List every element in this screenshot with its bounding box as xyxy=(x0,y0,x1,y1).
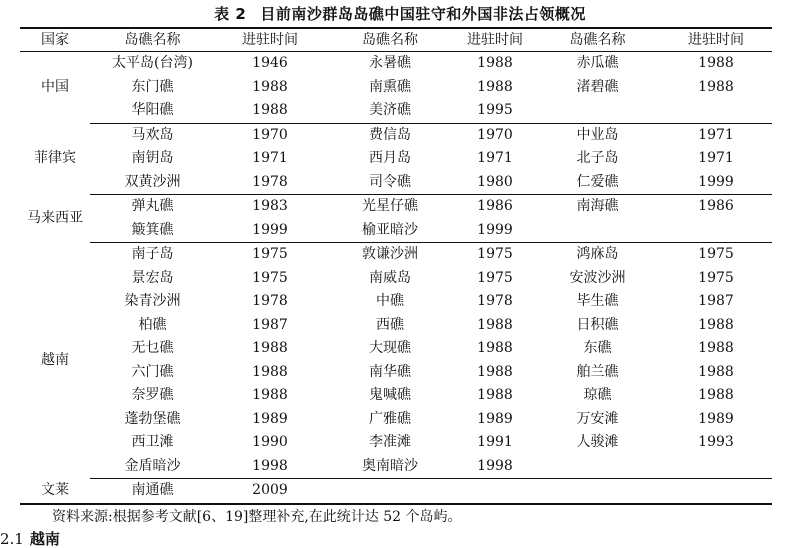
year-cell: 1980 xyxy=(455,171,535,195)
year-cell: 1999 xyxy=(455,219,535,243)
year-cell: 1988 xyxy=(698,316,734,333)
table-row xyxy=(20,267,772,291)
reef-name-cell: 中礁 xyxy=(376,293,404,309)
reef-name-cell: 无乜礁 xyxy=(131,340,174,356)
reef-name-cell: 李准滩 xyxy=(369,434,411,450)
year-cell: 1971 xyxy=(252,150,288,166)
source-note: 资料来源:根据参考文献[6、19]整理补充,在此统计达 52 个岛屿。 xyxy=(52,509,462,525)
reef-name-cell: 金盾暗沙 xyxy=(90,455,215,479)
section-title: 越南 xyxy=(29,530,60,548)
year-cell: 1988 xyxy=(698,55,734,71)
year-cell xyxy=(660,455,772,479)
reef-name-cell: 赤瓜礁 xyxy=(576,55,619,71)
table-row xyxy=(20,147,772,171)
header-name: 岛礁名称 xyxy=(90,28,215,52)
year-cell: 1989 xyxy=(698,410,734,427)
year-cell: 1970 xyxy=(477,126,513,143)
year-cell xyxy=(660,479,772,504)
reef-name-cell: 双黄沙洲 xyxy=(90,171,215,195)
reef-name-cell: 奥南暗沙 xyxy=(325,455,455,479)
year-cell: 1999 xyxy=(215,219,325,243)
table-row xyxy=(20,431,772,455)
reef-name-cell: 柏礁 xyxy=(138,316,167,333)
year-cell: 1986 xyxy=(477,198,513,214)
year-cell: 1988 xyxy=(698,363,734,380)
table-row xyxy=(20,52,772,76)
year-cell: 1998 xyxy=(455,455,535,479)
year-cell: 1978 xyxy=(215,171,325,195)
year-cell: 1975 xyxy=(252,246,288,262)
year-cell: 1989 xyxy=(477,410,513,427)
reef-name-cell: 北子岛 xyxy=(576,150,619,166)
country-cell: 越南 xyxy=(41,351,69,368)
table-row xyxy=(20,290,772,314)
year-cell: 1946 xyxy=(252,55,288,71)
header-year: 进驻时间 xyxy=(660,28,772,52)
year-cell: 1988 xyxy=(215,99,325,123)
reef-name-cell: 马欢岛 xyxy=(131,126,174,143)
year-cell: 1988 xyxy=(477,55,513,71)
year-cell: 1987 xyxy=(698,293,734,309)
year-cell: 2009 xyxy=(215,479,325,504)
reef-name-cell: 东礁 xyxy=(583,340,612,356)
table-row xyxy=(20,479,772,504)
section-number: 2.1 xyxy=(0,530,24,548)
year-cell: 1971 xyxy=(698,150,734,166)
reef-name-cell: 渚碧礁 xyxy=(576,78,619,95)
year-cell xyxy=(660,99,772,123)
year-cell: 1975 xyxy=(252,269,288,286)
reef-name-cell: 鬼喊礁 xyxy=(369,387,411,403)
reef-name-cell: 费信岛 xyxy=(369,126,411,143)
year-cell: 1983 xyxy=(252,198,288,214)
reef-name-cell: 西月岛 xyxy=(369,150,411,166)
reef-name-cell: 舶兰礁 xyxy=(576,363,619,380)
reef-name-cell: 西礁 xyxy=(376,316,404,333)
table-row xyxy=(20,123,772,147)
reef-name-cell: 太平岛(台湾) xyxy=(112,55,193,71)
table-body xyxy=(20,52,772,504)
year-cell: 1988 xyxy=(477,340,513,356)
reef-name-cell: 敦谦沙洲 xyxy=(362,246,418,262)
reef-name-cell: 光星仔礁 xyxy=(362,198,418,214)
reef-name-cell xyxy=(535,99,660,123)
table-row xyxy=(20,408,772,432)
table-row xyxy=(20,337,772,361)
reef-name-cell: 南华礁 xyxy=(369,363,411,380)
year-cell: 1970 xyxy=(252,126,288,143)
reef-name-cell: 西卫滩 xyxy=(131,434,174,450)
country-cell: 文莱 xyxy=(20,479,90,504)
table-row xyxy=(20,219,772,243)
reef-name-cell: 南钥岛 xyxy=(131,150,174,166)
reef-name-cell: 中业岛 xyxy=(576,126,619,143)
header-row xyxy=(20,28,772,52)
year-cell: 1993 xyxy=(698,434,734,450)
country-cell: 马来西亚 xyxy=(27,209,83,226)
reef-name-cell: 永暑礁 xyxy=(369,55,411,71)
year-cell: 1988 xyxy=(252,78,288,95)
reef-name-cell xyxy=(535,219,660,243)
year-cell: 1988 xyxy=(698,387,734,403)
reef-name-cell xyxy=(325,479,455,504)
reef-name-cell: 华阳礁 xyxy=(90,99,215,123)
reef-name-cell: 奈罗礁 xyxy=(131,387,174,403)
year-cell: 1988 xyxy=(477,363,513,380)
table-row xyxy=(20,171,772,195)
year-cell: 1988 xyxy=(252,340,288,356)
year-cell: 1989 xyxy=(252,410,288,427)
reef-name-cell: 大现礁 xyxy=(369,340,411,356)
year-cell: 1978 xyxy=(252,293,288,309)
occupation-table xyxy=(20,27,772,505)
header-name: 岛礁名称 xyxy=(325,28,455,52)
year-cell: 1971 xyxy=(698,126,734,143)
year-cell: 1988 xyxy=(252,387,288,403)
reef-name-cell: 琼礁 xyxy=(583,387,612,403)
reef-name-cell: 万安滩 xyxy=(576,410,619,427)
reef-name-cell xyxy=(535,455,660,479)
reef-name-cell: 东门礁 xyxy=(131,78,174,95)
year-cell: 1995 xyxy=(455,99,535,123)
reef-name-cell: 簸箕礁 xyxy=(90,219,215,243)
year-cell xyxy=(660,219,772,243)
reef-name-cell: 仁爱礁 xyxy=(535,171,660,195)
reef-name-cell: 南熏礁 xyxy=(369,78,411,95)
year-cell: 1987 xyxy=(252,316,288,333)
year-cell: 1988 xyxy=(477,78,513,95)
reef-name-cell: 南通礁 xyxy=(90,479,215,504)
year-cell: 1978 xyxy=(477,293,513,309)
table-row xyxy=(20,361,772,385)
year-cell: 1975 xyxy=(477,269,513,286)
reef-name-cell: 榆亚暗沙 xyxy=(325,219,455,243)
table-row xyxy=(20,243,772,267)
country-cell: 菲律宾 xyxy=(34,150,76,166)
reef-name-cell: 司令礁 xyxy=(325,171,455,195)
year-cell: 1990 xyxy=(252,434,288,450)
reef-name-cell: 景宏岛 xyxy=(131,269,174,286)
year-cell: 1988 xyxy=(252,363,288,380)
table-row xyxy=(20,384,772,408)
country-cell: 中国 xyxy=(41,78,69,95)
reef-name-cell: 六门礁 xyxy=(131,363,174,380)
reef-name-cell: 美济礁 xyxy=(325,99,455,123)
year-cell: 1988 xyxy=(698,340,734,356)
table-row xyxy=(20,195,772,219)
section-heading xyxy=(0,530,60,548)
reef-name-cell: 人骏滩 xyxy=(576,434,619,450)
year-cell: 1986 xyxy=(698,198,734,214)
reef-name-cell: 染青沙洲 xyxy=(124,293,181,309)
year-cell: 1975 xyxy=(698,246,734,262)
table-title: 目前南沙群岛岛礁中国驻守和外国非法占领概况 xyxy=(260,5,586,23)
header-year: 进驻时间 xyxy=(215,28,325,52)
table-row xyxy=(20,314,772,338)
reef-name-cell xyxy=(535,479,660,504)
header-year: 进驻时间 xyxy=(455,28,535,52)
header-country: 国家 xyxy=(20,28,90,52)
year-cell: 1988 xyxy=(477,387,513,403)
year-cell: 1988 xyxy=(698,78,734,95)
table-row xyxy=(20,99,772,123)
year-cell: 1991 xyxy=(477,434,513,450)
reef-name-cell: 弹丸礁 xyxy=(131,198,174,214)
reef-name-cell: 南海礁 xyxy=(576,198,619,214)
reef-name-cell: 鸿庥岛 xyxy=(576,246,619,262)
reef-name-cell: 蓬勃堡礁 xyxy=(124,410,181,427)
table-row xyxy=(20,76,772,100)
table-caption xyxy=(0,4,800,24)
reef-name-cell: 毕生礁 xyxy=(576,293,619,309)
reef-name-cell: 南子岛 xyxy=(131,246,174,262)
year-cell xyxy=(455,479,535,504)
year-cell: 1971 xyxy=(477,150,513,166)
reef-name-cell: 日积礁 xyxy=(576,316,619,333)
reef-name-cell: 广雅礁 xyxy=(369,410,411,427)
year-cell: 1975 xyxy=(698,269,734,286)
year-cell: 1975 xyxy=(477,246,513,262)
year-cell: 1988 xyxy=(477,316,513,333)
year-cell: 1999 xyxy=(660,171,772,195)
header-name: 岛礁名称 xyxy=(535,28,660,52)
year-cell: 1998 xyxy=(215,455,325,479)
reef-name-cell: 南威岛 xyxy=(369,269,411,286)
reef-name-cell: 安波沙洲 xyxy=(569,269,626,286)
table-label: 表 2 xyxy=(214,5,247,23)
table-row xyxy=(20,455,772,479)
